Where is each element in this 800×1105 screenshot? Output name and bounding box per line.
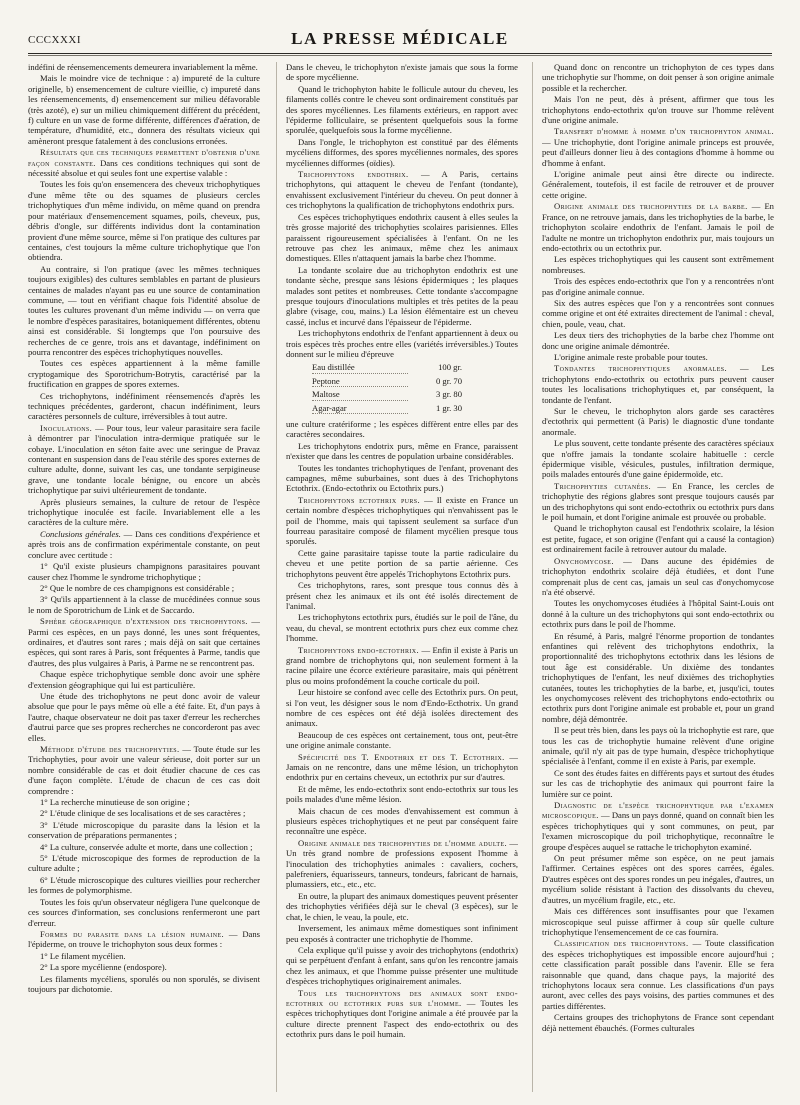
paragraph: L'origine animale reste probable pour toutes.: [554, 351, 708, 362]
paragraph: Les espèces trichophytiques qui les causent sont extrêmement nombreuses.: [542, 254, 774, 275]
section-heading: Conclusions générales.: [40, 528, 121, 539]
paragraph: Après plusieurs semaines, la culture de retour de l'espèce trichophytique inoculée est facile. Invariablement elle a les caractères de la culture mère.: [28, 496, 260, 528]
paragraph: [286, 645, 518, 687]
paragraph: [28, 744, 260, 796]
paragraph: Les deux tiers des trichophyties de la barbe chez l'homme ont donc une origine animale démontrée.: [542, 330, 774, 351]
paragraph: Certains groupes des trichophytons de France sont cependant déjà nettement ébauchés. (Formes culturales: [542, 1012, 774, 1033]
paragraph: Quand le trichophyton causal est l'endothrix scolaire, la lésion est petite, fugace, et son origine (l'enfant qui a causé la contagion) est ordinairement facile à retrouver autour du malade.: [542, 523, 774, 555]
paragraph: Toutes les onychomycoses étudiées à l'hôpital Saint-Louis ont donné à la culture un des trichophytons qui sont endo-ectothrix ou ectothrix purs dans le poil de l'homme.: [542, 598, 774, 630]
section-heading: Diagnostic de l'espèce trichophytique par l'examen microscopique.: [542, 800, 774, 821]
header-rule: [28, 53, 772, 54]
paragraph: Toutes ces espèces appartiennent à la même famille cryptogamique des Sporotrichum-Botrytis, caractérisé par la fructification en grappes de spores externes.: [28, 358, 260, 390]
paragraph: Mais ces différences sont insuffisantes pour que l'examen microscopique seul puisse affirmer à coup sûr quelle culture trichophytique l'ensemencement de ce cas fournira.: [542, 906, 774, 937]
paragraph: [542, 126, 774, 168]
medium-quantity: 100 gr.: [438, 362, 462, 373]
paragraph-text: — Enfin il existe à Paris un grand nombre de trichophytons qui, non seulement forment à la racine pilaire une écorce extérieure parasitaire, mais qui pénètrent plus ou moins profondément la couche corticale du poil.: [286, 644, 518, 686]
paragraph: [542, 800, 774, 852]
section-heading: Classification des trichophytons.: [554, 938, 689, 949]
paragraph: [542, 938, 774, 1011]
paragraph-text: — Pour tous, leur valeur parasitaire sera facile à démontrer par l'inoculation intra-dermique pratiquée sur le cobaye. L'inoculation en séton faite avec une seringue de Pravaz contenant en suspension dans de l'eau stérile des spores externes de culture adulte, donne, suivant les cas, une tondante serpigineuse grave, une tondante locale bénigne, ou encore un abcès trichophytique par suivi ultérieurement de tondante.: [28, 422, 260, 496]
paragraph: [542, 556, 774, 598]
list-item: 3° L'étude microscopique du parasite dans la lésion et la conservation de préparations permanentes ;: [28, 819, 260, 841]
medium-quantity: 0 gr. 70: [435, 375, 462, 386]
paragraph-text: — Dans aucune des épidémies de trichophyton endothrix scolaire déjà étudiées, et dont l'une comprenait plus de cent cas, jamais un seul cas d'onychomycose n'a été observé.: [542, 555, 774, 597]
paragraph-text: — Dans ces conditions d'expérience et après trois ans de confirmation expérimentale constante, on peut conclure avec certitude :: [28, 528, 260, 560]
section-heading: Tondantes trichophytiques anormales.: [554, 363, 728, 374]
paragraph: Mais chacun de ces modes d'envahissement est commun à plusieurs espèces trichophytiques et ne peut par conséquent faire reconnaître une espèce.: [286, 805, 518, 837]
paragraph: Et de même, les endo-ectothrix sont endo-ectothrix sur tous les poils malades d'une même lésion.: [286, 783, 518, 805]
paragraph: une culture cratériforme ; les espèces diffèrent entre elles par des caractères secondaires.: [286, 419, 518, 440]
paragraph: Les filaments mycéliens, sporulés ou non sporulés, se divisent toujours par dichotomie.: [28, 973, 260, 994]
paragraph-text: — En France, les cercles de trichophytie des régions glabres sont presque toujours causés par un des trichophytons qui sont endo-ectothrix ou ectothrix purs dans le poil humain, et dont l'origine animale est prouvée ou probable.: [542, 480, 774, 523]
medium-quantity: 1 gr. 30: [435, 402, 462, 413]
paragraph: Les trichophytons endothrix de l'enfant appartiennent à deux ou trois espèces très proches entre elles (variétés irréversibles.) Toutes donnent sur le milieu d'épreuve: [286, 328, 518, 359]
paragraph: Beaucoup de ces espèces ont certainement, tous ont, peut-être une origine animale constante.: [286, 729, 518, 751]
section-heading: Trichophyties cutanées.: [554, 480, 652, 491]
section-heading: Trichophytons endothrix.: [298, 169, 409, 180]
paragraph: 3° Qu'ils appartiennent à la classe de mucédinées connue sous le nom de Sporotrichum de Link et de Saccardo.: [28, 594, 260, 615]
paragraph: Mais l'on ne peut, dès à présent, affirmer que tous les trichophytons endo-ectothrix qu'on trouve sur l'homme relèvent d'une origine animale.: [542, 94, 774, 126]
paragraph: [542, 363, 774, 405]
column-divider-2: [532, 62, 533, 1092]
paragraph: Le plus souvent, cette tondante présente des caractères spéciaux que n'offre jamais la tondante scolaire habituelle : cercle épidermique visible, vésicules, pustules, infiltration dermique, poils malades entourés d'une gaine épidermoïde, etc.: [542, 438, 774, 480]
paragraph: Six des autres espèces que l'on y a rencontrées sont connues comme origine et ont été extraites directement de l'animal : cheval, chien, poule, veau, chat.: [542, 297, 774, 329]
list-item: 4° La culture, conservée adulte et morte, dans une collection ;: [40, 841, 253, 852]
medium-ingredient: Eau distillée: [312, 362, 408, 373]
section-heading: Sphère géographique d'extension des trichophytons.: [40, 616, 248, 627]
paragraph: [28, 147, 260, 178]
paragraph: [28, 929, 260, 950]
list-item: 2° L'étude clinique de ses localisations et de ses caractères ;: [40, 808, 246, 819]
section-heading: Onychomycose.: [554, 555, 614, 566]
paragraph-text: — Parmi ces espèces, en un pays donné, les unes sont fréquentes, ordinaires, et d'autres sont rares ; mais déjà on sait que certaines espèces, qui sont rares à Paris, sont fréquentes à Parme, tandis que d'autres, des plus vulgaires à Paris, à Parme ne se rencontrent pas.: [28, 616, 260, 668]
paragraph-text: — Un très grand nombre de professions exposent l'homme à l'inoculation des trichophyties animales : cavaliers, cochers, palefreniers, équarisseurs, tanneurs, tondeurs, fabricant de harnais, plumassiers, etc., etc., etc.: [286, 837, 518, 890]
medium-ingredient: Agar-agar: [312, 403, 408, 414]
paragraph: Toutes les tondantes trichophytiques de l'enfant, provenant des campagnes, même suburbaines, sont dues à des Trichophytons Ectothrix. (Endo-ectothrix ou Ectothrix purs.): [286, 462, 518, 494]
list-item: 6° L'étude microscopique des cultures vieillies pour rechercher les formes de polymorphisme.: [28, 874, 260, 896]
paragraph: Quand le trichophyton habite le follicule autour du cheveu, les filaments collés contre le cheveu sont ordinairement constitués par des spores mycéliennes. Les filaments extérieurs, en rapport avec l'épiderme folliculaire, se présentent quelquefois sous la forme sporulée, quelquefois sous la forme mycélienne.: [286, 83, 518, 136]
paragraph-text: — Une trichophytie, dont l'origine animale princeps est prouvée, peut d'ailleurs donner lieu à des contagions d'homme à homme ou d'homme à enfant.: [542, 136, 774, 168]
medium-row: [312, 389, 462, 402]
paragraph-text: — Dans l'épiderme, on trouve le trichophyton sous deux formes :: [28, 928, 260, 950]
journal-title: LA PRESSE MÉDICALE: [291, 29, 509, 48]
paragraph: Inversement, les animaux même domestiques sont infiniment peu exposés à contracter une trichophytie de l'homme.: [286, 923, 518, 944]
page-header: [0, 0, 800, 60]
paragraph: indéfini de réensemencements demeurera invariablement la même.: [28, 62, 258, 72]
paragraph: En résumé, à Paris, malgré l'énorme proportion de tondantes enfantines qui relèvent des trichophytons endothrix, la proportionnalité des trichophytons ectothrix dans les lésions de tout âge est considérable. Un dixième des tondantes trichophytiques de l'enfant, les neuf dixièmes des trichophyties cutanées, toutes les trichophyties de la barbe, et, jusqu'ici, toutes les onychomycoses relèvent des trichophytons endo-ectothrix ou ectothrix purs dont l'origine animale est probable et, pour un grand nombre, déjà démontrée.: [542, 630, 774, 724]
paragraph: Au contraire, si l'on pratique (avec les mêmes techniques toujours exigibles) des cultures semblables en partant de plusieurs centaines de malades n'ayant pas eu une source de contamination commune, — tout en vérifiant chaque fois l'identité absolue de toutes les cultures provenant d'un même individu — on verra que le nombre d'espèces parasitaires, botaniquement différentes, obtenu ainsi est considérable. Si longtemps que l'on poursuive des recherches de ce genre, trois ans et davantage, indéfiniment on pourra rencontrer des espèces trichophytiques nouvelles.: [28, 263, 260, 357]
paragraph: [286, 838, 518, 890]
paragraph: Dans l'ongle, le trichophyton est constitué par des éléments mycéliens difformes, des spores mycéliennes normales, des spores mycéliennes difformes (oïdies).: [286, 136, 518, 168]
section-heading: Origine animale des trichophyties de l'homme adulte.: [298, 837, 508, 848]
section-heading: Spécificité des T. Endothrix et des T. Ectothrix.: [298, 751, 505, 762]
paragraph: [286, 495, 518, 547]
paragraph-text: — Toute classification des espèces trichophytiques est impossible encore aujourd'hui ; cette classification paraît possible dans l'avenir. Elle se fera raisonnable que quand, dans chaque pays, la majorité des trichophytons locaux sera connue. Les classifications d'un pays auront, avec celles des pays voisins, des parties communes et des parties différentes.: [542, 938, 774, 1011]
header-rule-thin: [28, 55, 772, 56]
paragraph: Il se peut très bien, dans les pays où la trichophytie est rare, que tous les cas de trichophytie humaine relèvent d'une origine animale, qu'il n'y ait pas de type humain, d'espèce trichophytique spécialisée à l'enfant, comme il en existe à Paris, par exemple.: [542, 725, 774, 767]
section-heading: Résultats que ces techniques permettent d'obtenir d'une façon constante.: [28, 147, 260, 168]
paragraph: [28, 529, 260, 560]
list-item: 2° La spore mycélienne (endospore).: [40, 962, 167, 973]
culture-medium-table: [312, 362, 518, 416]
medium-row: [312, 362, 462, 375]
column-right: [542, 62, 774, 1097]
section-heading: Origine animale des trichophyties de la barbe.: [554, 201, 748, 212]
paragraph: Les trichophytons ectothrix purs, étudiés sur le poil de l'âne, du veau, du cheval, se montrent ectothrix purs chez eux comme chez l'homme.: [286, 612, 518, 644]
paragraph: Dans le cheveu, le trichophyton n'existe jamais que sous la forme de spore mycélienne.: [286, 62, 518, 83]
paragraph-text: — En France, on ne retrouve jamais, dans les trichophyties de la barbe, le trichophyton scolaire endothrix de l'enfant. Jamais le poil de l'adulte ne montre un trichophyton endothrix pur, mais toujours un endo-ectothrix ou un ectothrix pur.: [542, 201, 774, 253]
paragraph-text: — Les trichophytons endo-ectothrix ou ectothrix purs peuvent causer toutes les localisations trichophytiques et, par conséquent, la tondante de l'enfant.: [542, 363, 774, 405]
paragraph: [28, 616, 260, 668]
paragraph: Quand donc on rencontre un trichophyton de ces types dans une trichophytie sur l'homme, on doit penser à son origine animale possible et la rechercher.: [542, 62, 774, 93]
medium-quantity: 3 gr. 80: [435, 389, 462, 400]
paragraph: [28, 423, 260, 496]
paragraph: La tondante scolaire due au trichophyton endothrix est une tondante sèche, presque sans lésions épidermiques ; les plaques malades sont petites et nombreuses. Cette tondante s'accompagne presque toujours d'inoculations multiples et très petites de la peau glabre (visage, cou, mains.) La lésion élémentaire est un cheveu cassé, inclus et incurvé dans l'épaisseur de l'épiderme.: [286, 264, 518, 327]
medium-row: [312, 403, 462, 416]
paragraph: Ces trichophytons, indéfiniment réensemencés d'après les techniques précédentes, garderont, chacun indéfiniment, leurs caractères personnels de culture, irréversibles à tout autre.: [28, 390, 260, 422]
medium-row: [312, 376, 462, 389]
page-folio: CCCXXXI: [28, 34, 82, 46]
paragraph: Leur histoire se confond avec celle des Ectothrix purs. On peut, si l'on veut, les désigner sous le nom d'Endo-Ecthotrix. Un grand nombre de ces espèces ont été déjà isolées directement des animaux.: [286, 687, 518, 729]
paragraph-text: — Il existe en France un certain nombre d'espèces trichophytiques qui n'envahissent pas le poil de l'homme, mais qui tapissent seulement sa surface d'un fourreau parasitaire composé de filament mycélien presque tous sporulés.: [286, 494, 518, 547]
section-heading: Méthode d'étude des trichophyties.: [40, 744, 180, 754]
paragraph-text: — Jamais on ne rencontre, dans une même lésion, un trichophyton endothrix pur en certains cheveux, un ectothrix pur sur d'autres.: [286, 751, 518, 783]
paragraph: Trois des espèces endo-ectothrix que l'on y a rencontrées n'ont pas d'origine animale connue.: [542, 276, 774, 297]
paragraph: Mais le moindre vice de technique : a) impureté de la culture originelle, b) ensemencement de culture vieillie, c) impureté dans les réensemencements, d) ensemencement sur milieu défavorable (très azoté), e) sur un milieu chimiquement différent du précédent, f) culture en un vase de forme différente, différences d'aération, de température, d'humidité, etc., donnera des résultats vicieux qui amèneront presque fatalement à des conclusions erronées.: [28, 73, 260, 146]
section-heading: Trichophytons ectothrix purs.: [298, 494, 421, 505]
paragraph: Ces trichophytons, rares, sont presque tous connus dès à présent chez les animaux et ils ont été isolés directement de l'animal.: [286, 580, 518, 611]
paragraph-text: — A Paris, certains trichophytons, qui attaquent le cheveu de l'enfant (tondante), envahissent exclusivement l'intérieur du cheveu. On peut donner à ces trichophytons la qualification de trichophytons endothrix purs.: [286, 169, 518, 211]
paragraph-text: — Toute étude sur les Trichophyties, pour avoir une valeur sérieuse, doit porter sur un nombre considérable de cas et doit étudier chacune de ces cas d'une façon complète. L'étude de chacun de ces cas doit comprendre :: [28, 744, 260, 796]
list-item: 1° La recherche minutieuse de son origine ;: [40, 797, 190, 808]
section-heading: Transfert d'homme à homme d'un trichophyton animal.: [554, 126, 774, 137]
paragraph: Cela explique qu'il puisse y avoir des trichophytons (endothrix) qui se perpétuent d'enfant à enfant, sans qu'on les rencontre jamais chez les animaux, et que l'homme puisse présenter une multitude d'espèces trichophytiques originairement animales.: [286, 944, 518, 987]
paragraph: [286, 988, 518, 1040]
paragraph: Une étude des trichophytons ne peut donc avoir de valeur absolue que pour le pays même où elle a été faite. Et, d'un pays à l'autre, chaque observateur ne doit pas taxer d'erreur les recherches d'autrui parce que ses propres recherches ne concorderont pas avec elles.: [28, 690, 260, 743]
paragraph: [542, 481, 774, 523]
paragraph: 1° Qu'il existe plusieurs champignons parasitaires pouvant causer chez l'homme le syndrome trichophytique ;: [28, 561, 260, 582]
section-heading: Tous les trichophytons des animaux sont endo-ectothrix ou ectothrix purs sur l'homme.: [286, 987, 518, 1008]
paragraph: En outre, la plupart des animaux domestiques peuvent présenter des trichophyties vérifiées déjà sur le cheval (3 espèces), sur le chat, le chien, le veau, la poule, etc.: [286, 890, 518, 922]
medium-ingredient: Maltose: [312, 389, 408, 400]
column-divider-1: [276, 62, 277, 1092]
paragraph: Ces espèces trichophytiques endothrix causent à elles seules la très grosse majorité des trichophyties scolaires parisiennes. Elles paraissent rigoureusement spécialisées à l'enfant. On ne les retrouve pas chez les animaux, même chez les animaux domestiques. Elles n'attaquent jamais la barbe chez l'homme.: [286, 211, 518, 264]
paragraph-text: Dans ces conditions techniques qui sont de nécessité absolue et qui seules font une expertise valable :: [28, 157, 260, 179]
list-item: 1° Le filament mycélien.: [40, 950, 126, 961]
paragraph: Toutes les fois qu'un observateur négligera l'une quelconque de ces sources d'information, ses conclusions renfermeront une part d'erreur.: [28, 896, 260, 928]
paragraph-text: — Dans un pays donné, quand on connaît bien les espèces trichophytiques qui y sont communes, on peut, par l'examen microscopique du poil trichophytique, reconnaître le groupe d'espèces auquel se rattache le trichophyton examiné.: [542, 810, 774, 852]
column-middle: [286, 62, 518, 1097]
paragraph: Chaque espèce trichophytique semble donc avoir une sphère d'extension géographique qui lui est particulière.: [28, 669, 260, 690]
paragraph: 2° Que le nombre de ces champignons est considérable ;: [40, 582, 235, 593]
section-heading: Formes du parasite dans la lésion humaine.: [40, 928, 225, 939]
section-heading: Inoculations.: [40, 422, 93, 433]
paragraph-text: — Toutes les espèces trichophytiques dont l'origine animale a été prouvée par la culture directe prennent l'aspect des endo-ectothrix ou des ectothrix purs dans le poil humain.: [286, 997, 518, 1040]
paragraph: L'origine animale peut ainsi être directe ou indirecte. Généralement, toutefois, il est facile de retrouver et de prouver cette origine.: [542, 169, 774, 200]
medium-ingredient: Peptone: [312, 376, 408, 387]
paragraph: Sur le cheveu, le trichophyton alors garde ses caractères d'ectothrix qui permettent (à Paris) le diagnostic d'une tondante anormale.: [542, 406, 774, 437]
paragraph: Les trichophytons endotrix purs, même en France, paraissent n'exister que dans les centres de population urbaine considérables.: [286, 440, 518, 462]
section-heading: Trichophytons endo-ectothrix.: [298, 644, 420, 655]
paragraph: Cette gaine parasitaire tapisse toute la partie radiculaire du cheveu et une petite portion de sa partie aérienne. Ces trichophytons peuvent être appelés Trichophytons Ectothrix purs.: [286, 547, 518, 579]
list-item: 5° L'étude microscopique des formes de reproduction de la culture adulte ;: [28, 853, 260, 874]
paragraph: [286, 752, 518, 783]
paragraph: [542, 201, 774, 253]
paragraph: Ce sont des études faites en différents pays et surtout des études sur les cas de trichophytie des animaux qui pourront faire la lumière sur ce point.: [542, 767, 774, 799]
paragraph: [286, 169, 518, 211]
paragraph: Toutes les fois qu'on ensemencera des cheveux trichophytiques d'une même tête ou des squames de plusieurs cercles trichophytiques d'un même individu, on même quand on prendra pour matériaux d'ensemencement squames, poils, cheveux, pus, débris d'ongle, sur différents individus dont la contamination provient d'une même source, même si l'on pratique des cultures par centaines, c'est toujours la même culture trichophytique que l'on obtiendra.: [28, 179, 260, 263]
paragraph: On peut présumer même son espèce, on ne peut jamais l'affirmer. Certaines espèces ont des spores carrées, égales. D'autres espèces ont des spores rondes un peu inégales, d'autres, un mycélium solide résistant à l'action des dissolvants du cheveu, d'autres, un mycélium fragile, etc., etc.: [542, 853, 774, 905]
column-left: [28, 62, 260, 1097]
